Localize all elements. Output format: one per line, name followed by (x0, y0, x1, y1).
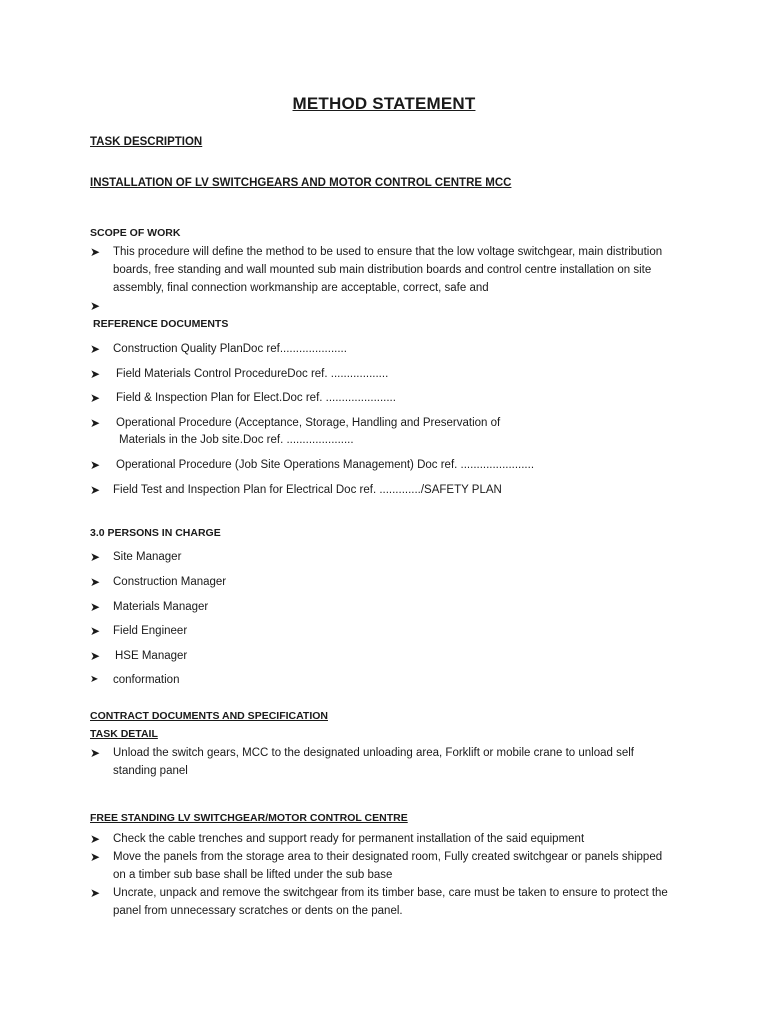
free-standing-heading: FREE STANDING LV SWITCHGEAR/MOTOR CONTROL CENTRE (90, 812, 408, 824)
persons-heading: 3.0 PERSONS IN CHARGE (90, 527, 221, 539)
arrowhead-bullet-icon: ➤ (90, 342, 101, 356)
arrowhead-bullet-icon: ➤ (90, 458, 101, 472)
arrowhead-bullet-icon: ➤ (90, 575, 101, 589)
task-detail-heading: TASK DETAIL (90, 728, 158, 740)
arrowhead-bullet-icon: ➤ (90, 391, 101, 405)
contract-heading: CONTRACT DOCUMENTS AND SPECIFICATION (90, 710, 328, 722)
reference-heading: REFERENCE DOCUMENTS (93, 318, 229, 330)
arrowhead-bullet-icon: ➤ (90, 649, 101, 663)
document-title: METHOD STATEMENT (292, 94, 476, 113)
arrowhead-bullet-icon: ➤ (90, 299, 101, 313)
arrowhead-bullet-icon: ➤ (90, 367, 101, 381)
arrowhead-bullet-icon: ➤ (90, 674, 99, 685)
free-standing-item: Check the cable trenches and support ready for permanent installation of the said equipment (113, 833, 585, 845)
arrowhead-bullet-icon: ➤ (90, 600, 101, 614)
arrowhead-bullet-icon: ➤ (90, 245, 101, 259)
arrowhead-bullet-icon: ➤ (90, 850, 101, 864)
reference-item-continuation: Materials in the Job site.Doc ref. ..................... (119, 434, 354, 446)
arrowhead-bullet-icon: ➤ (90, 416, 101, 430)
arrowhead-bullet-icon: ➤ (90, 624, 101, 638)
free-standing-item: Uncrate, unpack and remove the switchgear from its timber base, care must be taken to ensure to protect the panel from unnecessary scratches or dents on the panel. (113, 887, 668, 917)
arrowhead-bullet-icon: ➤ (90, 886, 101, 900)
task-description-heading: TASK DESCRIPTION (90, 136, 203, 148)
scope-heading: SCOPE OF WORK (90, 227, 181, 239)
arrowhead-bullet-icon: ➤ (90, 550, 101, 564)
task-title: INSTALLATION OF LV SWITCHGEARS AND MOTOR CONTROL CENTRE MCC (90, 177, 512, 189)
arrowhead-bullet-icon: ➤ (90, 832, 101, 846)
scope-text: This procedure will define the method to be used to ensure that the low voltage switchgear, main distribution boards, free standing and wall mounted sub main distribution boards and control centre installation on site assembly, final connection workmanship are acceptable, correct, safe and (113, 246, 663, 294)
free-standing-item: Move the panels from the storage area to their designated room, Fully created switchgear or panels shipped on a timber sub base shall be lifted under the sub base (113, 851, 663, 881)
document-page: METHOD STATEMENT TASK DESCRIPTION INSTALLATION OF LV SWITCHGEARS AND MOTOR CONTROL CENTRE MCC SCOPE OF WORK ➤ This procedure will define the method to be used to ensure that the low voltage switchgear, main distribution boards, free standing and wall mounted sub main distribution boards and control centre installation on site assembly, final connection workmanship are acceptable, correct, safe and ➤ REFERENCE DOCUMENTS ➤ Construction Quality PlanDoc ref..................... ➤ Field Materials Control ProcedureDoc ref. .................. ➤ Field & Inspection Plan for Elect.Doc ref. ...................... ➤ Operational Procedure (Acceptance, Storage, Handling and Preservation of Materials in the Job site.Doc ref. ..................... ➤ Operational Procedure (Job Site Operations Management) Doc ref. ....................... ➤ Field Test and Inspection Plan for Electrical Doc ref. ............./SAFETY PLAN 3.0 PERSONS IN CHARGE ➤ Site Manager ➤ Construction Manager ➤ Materials Manager ➤ Field Engineer ➤ HSE Manager ➤ conformation CONTRACT DOCUMENTS AND SPECIFICATION TASK DETAIL ➤ Unload the switch gears, MCC to the designated unloading area, Forklift or mobile crane to unload self standing panel FREE STANDING LV SWITCHGEAR/MOTOR CONTROL CENTRE ➤ Check the cable trenches and support ready for permanent installation of the said equipment ➤ Move the panels from the storage area to their designated room, Fully created switchgear or panels shipped on a timber sub base shall be lifted under the sub base ➤ Uncrate, unpack and remove the switchgear from its timber base, care must be taken to ensure to protect the panel from unnecessary scratches or dents on the panel. (0, 0, 768, 1024)
task-detail-text: Unload the switch gears, MCC to the designated unloading area, Forklift or mobile crane to unload self standing panel (113, 747, 634, 777)
arrowhead-bullet-icon: ➤ (90, 483, 101, 497)
arrowhead-bullet-icon: ➤ (90, 746, 101, 760)
